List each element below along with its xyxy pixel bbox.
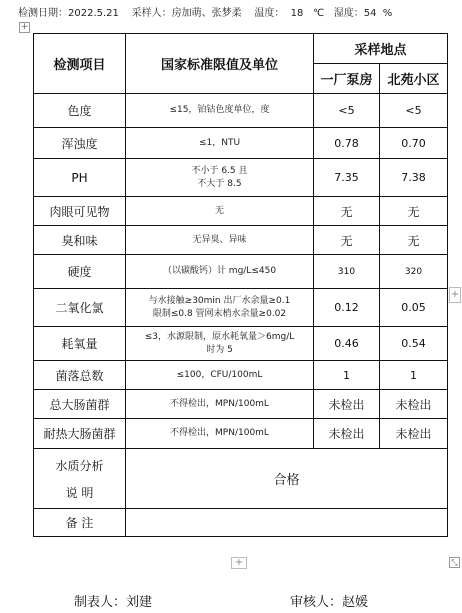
row-item: 耗氧量	[34, 327, 126, 361]
header-standard: 国家标准限值及单位	[126, 34, 314, 94]
row-item: 肉眼可见物	[34, 197, 126, 226]
row-item: 硬度	[34, 255, 126, 289]
table-row	[34, 94, 448, 128]
row-item: 总大肠菌群	[34, 390, 126, 419]
row-insert-handle-icon[interactable]: +	[231, 557, 247, 569]
row-value-location-2: 0.70	[380, 128, 448, 159]
column-insert-handle-icon[interactable]: +	[449, 287, 461, 303]
table-row	[34, 419, 448, 449]
table-row	[34, 159, 448, 197]
table-row	[34, 361, 448, 390]
table-row	[34, 226, 448, 255]
row-item: 臭和味	[34, 226, 126, 255]
row-value-location-2: <5	[380, 94, 448, 128]
table-move-handle-icon[interactable]: +	[20, 22, 29, 32]
row-standard: ≤100，CFU/100mL	[126, 361, 314, 390]
row-value-location-1: 无	[314, 226, 380, 255]
table-row	[34, 327, 448, 361]
row-item: 耐热大肠菌群	[34, 419, 126, 449]
row-standard: 无异臭、异味	[126, 226, 314, 255]
row-standard: ≤15，铂钴色度单位，度	[126, 94, 314, 128]
row-value-location-1: 未检出	[314, 390, 380, 419]
row-value-location-1: <5	[314, 94, 380, 128]
row-value-location-2: 7.38	[380, 159, 448, 197]
row-item: 菌落总数	[34, 361, 126, 390]
row-value-location-2: 0.05	[380, 289, 448, 327]
row-standard: 不得检出，MPN/100mL	[126, 419, 314, 449]
row-value-location-1: 7.35	[314, 159, 380, 197]
row-item: PH	[34, 159, 126, 197]
row-value-location-1: 0.46	[314, 327, 380, 361]
row-standard: ≤1，NTU	[126, 128, 314, 159]
header-location-2: 北苑小区	[380, 64, 448, 94]
row-standard: ≤3，水源限制，原水耗氧量＞6mg/L 时为 5	[126, 327, 314, 361]
table-row	[34, 128, 448, 159]
reviewed-by: 审核人：赵媛	[290, 595, 369, 610]
row-value-location-2: 1	[380, 361, 448, 390]
row-value-location-1: 未检出	[314, 419, 380, 449]
table-body	[34, 94, 448, 449]
row-item: 浑浊度	[34, 128, 126, 159]
row-value-location-2: 无	[380, 197, 448, 226]
table-row	[34, 289, 448, 327]
row-item: 二氧化氯	[34, 289, 126, 327]
remark-label: 备 注	[34, 509, 126, 537]
prepared-by: 制表人：刘建	[74, 595, 153, 610]
report-header: 检测日期：2022.5.21 采样人：房加萌、张梦柔 温度： 18 ℃ 湿度：54 %	[18, 8, 393, 19]
remark-value	[126, 509, 448, 537]
row-value-location-2: 未检出	[380, 419, 448, 449]
header-test-item: 检测项目	[34, 34, 126, 94]
row-standard: 无	[126, 197, 314, 226]
row-value-location-1: 310	[314, 255, 380, 289]
row-value-location-1: 0.78	[314, 128, 380, 159]
row-item: 色度	[34, 94, 126, 128]
row-standard: 不得检出，MPN/100mL	[126, 390, 314, 419]
row-value-location-1: 0.12	[314, 289, 380, 327]
water-quality-table	[33, 33, 448, 537]
row-value-location-2: 320	[380, 255, 448, 289]
table-row	[34, 390, 448, 419]
row-standard: 不小于 6.5 且 不大于 8.5	[126, 159, 314, 197]
row-standard: （以碳酸钙）计 mg/L≤450	[126, 255, 314, 289]
analysis-value: 合格	[126, 449, 448, 509]
row-value-location-2: 0.54	[380, 327, 448, 361]
row-value-location-1: 无	[314, 197, 380, 226]
header-location-1: 一厂泵房	[314, 64, 380, 94]
row-value-location-2: 未检出	[380, 390, 448, 419]
row-value-location-1: 1	[314, 361, 380, 390]
analysis-label: 水质分析 说 明	[34, 449, 126, 509]
resize-handle-icon[interactable]: ⤡	[449, 557, 460, 568]
table-row	[34, 255, 448, 289]
row-standard: 与水接触≥30min 出厂水余量≥0.1 限制≤0.8 管网末梢水余量≥0.02	[126, 289, 314, 327]
header-sampling-location: 采样地点	[314, 34, 448, 64]
row-value-location-2: 无	[380, 226, 448, 255]
table-row	[34, 197, 448, 226]
